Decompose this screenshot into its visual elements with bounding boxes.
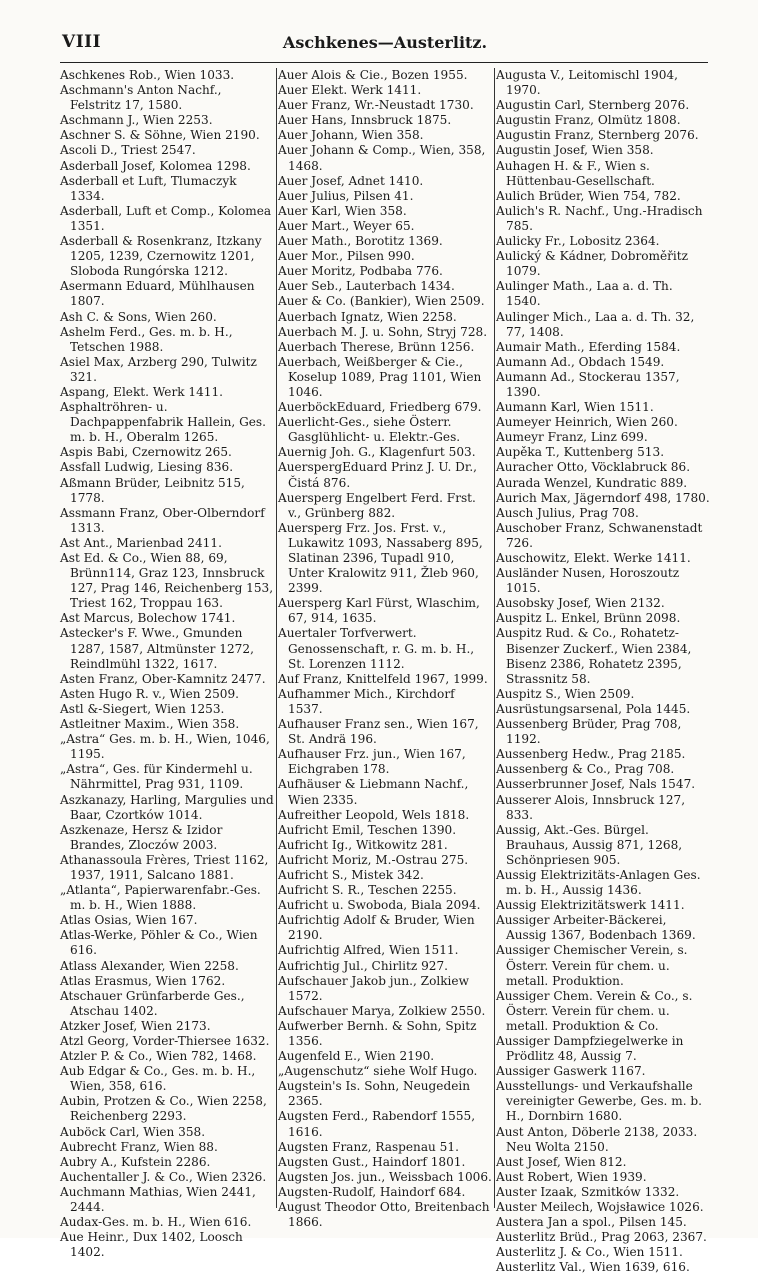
directory-entry: Aszkanazy, Harling, Margulies und Baar, Czortków 1014. [60, 792, 274, 822]
directory-entry: Aussenberg Hedw., Prag 2185. [496, 747, 686, 762]
directory-entry: Augustin Carl, Sternberg 2076. [496, 98, 690, 113]
directory-entry: „Astra“ Ges. m. b. H., Wien, 1046, 1195. [60, 732, 270, 762]
directory-entry: Aumair Math., Eferding 1584. [496, 339, 681, 354]
directory-entry: Austera Jan a spol., Pilsen 145. [496, 1215, 687, 1230]
directory-entry: Auer Josef, Adnet 1410. [278, 173, 424, 188]
directory-entry: Astl &-Siegert, Wien 1253. [60, 701, 225, 716]
directory-entry: „Atlanta“, Papierwarenfabr.-Ges. m. b. H., Wien 1888. [60, 883, 261, 913]
directory-entry: Auertaler Torfverwert. Genossenschaft, r. G. m. b. H., St. Lorenzen 1112. [278, 626, 475, 671]
column-1 [60, 68, 274, 1260]
directory-entry: Aussenberg Brüder, Prag 708, 1192. [496, 717, 682, 747]
directory-entry: Aussiger Gaswerk 1167. [496, 1064, 646, 1079]
directory-entry: Atzl Georg, Vorder-Thiersee 1632. [60, 1034, 270, 1048]
directory-entry: Auspitz Rud. & Co., Rohatetz-Bisenzer Zuckerf., Wien 2384, Bisenz 2386, Rohatetz 2395, Strassnitz 58. [496, 626, 692, 686]
directory-entry: Augustin Josef, Wien 358. [496, 143, 654, 158]
directory-entry: Aurich Max, Jägerndorf 498, 1780. [496, 490, 710, 505]
directory-entry: Asiel Max, Arzberg 290, Tulwitz 321. [60, 354, 257, 384]
directory-entry: Auchentaller J. & Co., Wien 2326. [60, 1169, 267, 1184]
directory-entry: Astleitner Maxim., Wien 358. [60, 717, 240, 732]
directory-entry: Augsten Ferd., Rabendorf 1555, 1616. [278, 1109, 476, 1139]
directory-entry: Augustin Franz, Sternberg 2076. [496, 128, 699, 143]
directory-entry: Aufricht Moriz, M.-Ostrau 275. [278, 852, 469, 867]
directory-entry: Auer Johann, Wien 358. [278, 128, 424, 143]
directory-entry: Aulich Brüder, Wien 754, 782. [496, 188, 681, 203]
directory-entry: Asten Franz, Ober-Kamnitz 2477. [60, 671, 266, 686]
directory-entry: Ast Ed. & Co., Wien 88, 69, Brünn114, Graz 123, Innsbruck 127, Prag 146, Reichenberg 153, Triest 162, Troppau 163. [60, 551, 274, 611]
directory-entry: Asten Hugo R. v., Wien 2509. [60, 686, 240, 701]
directory-entry: Aufschauer Marya, Zolkiew 2550. [278, 1003, 486, 1018]
directory-entry: Aufrichtig Adolf & Bruder, Wien 2190. [278, 913, 475, 943]
directory-entry: Aufhammer Mich., Kirchdorf 1537. [278, 686, 455, 716]
directory-entry: Augsten-Rudolf, Haindorf 684. [278, 1184, 466, 1199]
directory-entry: Augusta V., Leitomischl 1904, 1970. [496, 68, 678, 98]
directory-entry: Auersperg Engelbert Ferd. Frst. v., Grünberg 882. [278, 490, 476, 520]
directory-entry: Aussiger Arbeiter-Bäckerei, Aussig 1367, Bodenbach 1369. [496, 913, 696, 943]
directory-entry: Ascoli D., Triest 2547. [60, 143, 196, 158]
directory-entry: Augsten Franz, Raspenau 51. [278, 1139, 459, 1154]
directory-entry: Athanassoula Frères, Triest 1162, 1937, 1911, Salcano 1881. [60, 852, 269, 882]
directory-entry: Auer Franz, Wr.-Neustadt 1730. [278, 98, 474, 113]
directory-entry: Auerbach Therese, Brünn 1256. [278, 339, 475, 354]
directory-entry: Aulický & Kádner, Dobroměřitz 1079. [496, 249, 689, 279]
directory-entry: Aussig Elektrizitätswerk 1411. [496, 898, 685, 913]
directory-entry: Aschkenes Rob., Wien 1033. [60, 68, 235, 82]
directory-entry: Aufricht Ig., Witkowitz 281. [278, 837, 448, 852]
directory-entry: Auspitz S., Wien 2509. [496, 686, 635, 701]
directory-entry: „Astra“, Ges. für Kindermehl u. Nährmittel, Prag 931, 1109. [60, 762, 253, 792]
directory-entry: Aubrecht Franz, Wien 88. [60, 1139, 218, 1154]
running-title: Aschkenes—Austerlitz. [282, 33, 488, 52]
directory-entry: Assfall Ludwig, Liesing 836. [60, 460, 234, 475]
directory-entry: Aufricht u. Swoboda, Biala 2094. [278, 898, 481, 913]
directory-entry: Auerbach, Weißberger & Cie., Koselup 1089, Prag 1101, Wien 1046. [278, 354, 482, 399]
directory-entry: Atlas Osias, Wien 167. [60, 913, 198, 928]
directory-entry: Auernig Joh. G., Klagenfurt 503. [278, 445, 476, 460]
directory-entry: Auerlicht-Ges., siehe Österr. Gasglühlicht- u. Elektr.-Ges. [278, 415, 461, 445]
directory-entry: Asderball & Rosenkranz, Itzkany 1205, 1239, Czernowitz 1201, Sloboda Rungórska 1212. [60, 234, 262, 279]
directory-entry: Aufreither Leopold, Wels 1818. [278, 807, 470, 822]
directory-entry: Asermann Eduard, Mühlhausen 1807. [60, 279, 255, 309]
directory-entry: Aufricht S., Mistek 342. [278, 867, 424, 882]
directory-entry: Aufhauser Franz sen., Wien 167, St. Andrä 196. [278, 717, 479, 747]
directory-entry: Austerlitz Val., Wien 1639, 616. [496, 1260, 690, 1275]
directory-entry: Auhagen H. & F., Wien s. Hüttenbau-Gesellschaft. [496, 158, 655, 188]
directory-entry: Aulinger Math., Laa a. d. Th. 1540. [496, 279, 673, 309]
directory-entry: Auerbach Ignatz, Wien 2258. [278, 309, 457, 324]
directory-entry: Auer Mart., Weyer 65. [278, 218, 415, 233]
header-rule [60, 62, 708, 63]
directory-entry: AuerböckEduard, Friedberg 679. [278, 400, 482, 415]
directory-entry: Auer Johann & Comp., Wien, 358, 1468. [278, 143, 486, 173]
directory-entry: Aubin, Protzen & Co., Wien 2258, Reichenberg 2293. [60, 1094, 267, 1124]
directory-entry: Auer Moritz, Podbaba 776. [278, 264, 443, 279]
directory-entry: Aust Robert, Wien 1939. [496, 1169, 647, 1184]
directory-entry: Aufhauser Frz. jun., Wien 167, Eichgraben 178. [278, 747, 466, 777]
directory-entry: Auersperg Frz. Jos. Frst. v., Lukawitz 1093, Nassaberg 895, Slatinan 2396, Tupadl 910, Unter Kralowitz 911, Žleb 960, 2399. [278, 520, 483, 596]
page-header [62, 32, 708, 60]
directory-entry: Assmann Franz, Ober-Olberndorf 1313. [60, 505, 265, 535]
directory-entry: Aussiger Chemischer Verein, s. Österr. Verein für chem. u. metall. Produktion. [496, 943, 688, 988]
directory-entry: Aufrichtig Jul., Chirlitz 927. [278, 958, 448, 973]
directory-entry: Aurada Wenzel, Kundratic 889. [496, 475, 688, 490]
directory-entry: Atzker Josef, Wien 2173. [60, 1018, 211, 1033]
directory-entry: Aufschauer Jakob jun., Zolkiew 1572. [278, 973, 469, 1003]
directory-entry: Aupěka T., Kuttenberg 513. [496, 445, 665, 460]
directory-entry: Aufricht S. R., Teschen 2255. [278, 883, 457, 898]
directory-entry: Aulinger Mich., Laa a. d. Th. 32, 77, 1408. [496, 309, 695, 339]
directory-entry: Auer Math., Borotitz 1369. [278, 234, 443, 249]
directory-entry: Atlass Alexander, Wien 2258. [60, 958, 239, 973]
directory-entry: Aussiger Dampfziegelwerke in Prödlitz 48, Aussig 7. [496, 1034, 684, 1064]
directory-entry: Ast Marcus, Bolechow 1741. [60, 611, 236, 626]
column-3 [496, 68, 710, 1275]
directory-entry: Aulicky Fr., Lobositz 2364. [496, 234, 660, 249]
directory-entry: Aschmann J., Wien 2253. [60, 113, 213, 128]
directory-entry: Aussig Elektrizitäts-Anlagen Ges. m. b. H., Aussig 1436. [496, 867, 701, 898]
directory-entry: Auböck Carl, Wien 358. [60, 1124, 206, 1139]
directory-entry: Auer Karl, Wien 358. [278, 203, 407, 218]
directory-entry: Asderball Josef, Kolomea 1298. [60, 158, 251, 173]
directory-entry: Ast Ant., Marienbad 2411. [60, 535, 222, 550]
directory-entry: Ausserbrunner Josef, Nals 1547. [496, 777, 696, 792]
directory-entry: Ausobsky Josef, Wien 2132. [496, 596, 665, 611]
directory-entry: Ausserer Alois, Innsbruck 127, 833. [496, 792, 686, 822]
directory-entry: Ash C. & Sons, Wien 260. [60, 309, 217, 324]
directory-entry: Auer Elekt. Werk 1411. [278, 83, 422, 98]
directory-entry: Aulich's R. Nachf., Ung.-Hradisch 785. [496, 203, 703, 233]
directory-entry: Auer Mor., Pilsen 990. [278, 249, 415, 264]
directory-entry: Aussig, Akt.-Ges. Bürgel. Brauhaus, Aussig 871, 1268, Schönpriesen 905. [496, 822, 683, 867]
directory-entry: Atschauer Grünfarberde Ges., Atschau 1402. [60, 988, 245, 1018]
directory-entry: Austerlitz J. & Co., Wien 1511. [496, 1245, 683, 1260]
directory-entry: Aschmann's Anton Nachf., Felstritz 17, 1580. [60, 83, 222, 113]
directory-entry: Aumann Karl, Wien 1511. [496, 400, 654, 415]
directory-entry: Aufhäuser & Liebmann Nachf., Wien 2335. [278, 777, 469, 807]
directory-entry: Aufwerber Bernh. & Sohn, Spitz 1356. [278, 1018, 477, 1048]
directory-entry: Asderball, Luft et Comp., Kolomea 1351. [60, 203, 272, 233]
directory-entry: Ausstellungs- und Verkaufshalle vereinigter Gewerbe, Ges. m. b. H., Dornbirn 1680. [496, 1079, 702, 1124]
directory-entry: Aumeyer Heinrich, Wien 260. [496, 415, 678, 430]
directory-entry: Aussiger Chem. Verein & Co., s. Österr. Verein für chem. u. metall. Produktion & Co. [496, 988, 693, 1033]
directory-entry: Auster Meilech, Wojsławice 1026. [496, 1200, 704, 1215]
directory-entry: Auerbach M. J. u. Sohn, Stryj 728. [278, 324, 488, 339]
directory-entry: Auschober Franz, Schwanenstadt 726. [496, 520, 703, 550]
directory-entry: Aszkenaze, Hersz & Izidor Brandes, Zloczów 2003. [60, 822, 223, 852]
directory-entry: Atlas-Werke, Pöhler & Co., Wien 616. [60, 928, 258, 958]
directory-entry: Auschowitz, Elekt. Werke 1411. [496, 551, 691, 565]
directory-entry: Auchmann Mathias, Wien 2441, 2444. [60, 1184, 256, 1215]
directory-entry: Aßmann Brüder, Leibnitz 515, 1778. [60, 475, 245, 505]
directory-entry: Aumann Ad., Stockerau 1357, 1390. [496, 369, 680, 399]
directory-entry: Aue Heinr., Dux 1402, Loosch 1402. [60, 1230, 243, 1260]
directory-entry: Ausländer Nusen, Horoszoutz 1015. [496, 566, 680, 596]
directory-entry: Asderball et Luft, Tlumaczyk 1334. [60, 173, 237, 203]
directory-columns [60, 68, 710, 1275]
directory-entry: Auf Franz, Knittelfeld 1967, 1999. [278, 671, 488, 686]
directory-entry: Auer & Co. (Bankier), Wien 2509. [278, 294, 485, 309]
directory-entry: Auspitz L. Enkel, Brünn 2098. [496, 611, 681, 626]
directory-entry: Atzler P. & Co., Wien 782, 1468. [60, 1049, 257, 1064]
directory-entry: AuerspergEduard Prinz J. U. Dr., Čistá 876. [278, 460, 478, 490]
directory-entry: Auer Hans, Innsbruck 1875. [278, 113, 452, 128]
directory-entry: August Theodor Otto, Breitenbach 1866. [278, 1200, 490, 1230]
directory-entry: Auer Seb., Lauterbach 1434. [278, 279, 455, 294]
directory-entry: Ausrüstungsarsenal, Pola 1445. [496, 701, 691, 716]
directory-entry: Augustin Franz, Olmütz 1808. [496, 113, 681, 128]
directory-entry: Augsten Jos. jun., Weissbach 1006. [278, 1169, 492, 1184]
directory-entry: Augenfeld E., Wien 2190. [278, 1049, 435, 1064]
directory-entry: Aspis Babi, Czernowitz 265. [60, 445, 232, 460]
directory-entry: Auer Alois & Cie., Bozen 1955. [278, 68, 468, 82]
directory-entry: Aubry A., Kufstein 2286. [60, 1154, 211, 1169]
directory-entry: „Augenschutz“ siehe Wolf Hugo. [278, 1064, 478, 1079]
directory-entry: Asphaltröhren- u. Dachpappenfabrik Hallein, Ges. m. b. H., Oberalm 1265. [60, 400, 266, 445]
directory-entry: Astecker's F. Wwe., Gmunden 1287, 1587, Altmünster 1272, Reindlmühl 1322, 1617. [60, 626, 254, 671]
directory-entry: Aspang, Elekt. Werk 1411. [60, 384, 224, 399]
directory-entry: Aussenberg & Co., Prag 708. [496, 762, 675, 777]
directory-entry: Ausch Julius, Prag 708. [496, 505, 639, 520]
directory-entry: Austerlitz Brüd., Prag 2063, 2367. [496, 1230, 707, 1245]
directory-entry: Aust Anton, Döberle 2138, 2033. Neu Wolta 2150. [496, 1124, 698, 1154]
directory-entry: Audax-Ges. m. b. H., Wien 616. [60, 1215, 252, 1230]
directory-entry: Auer Julius, Pilsen 41. [278, 188, 414, 203]
directory-entry: Aumeyr Franz, Linz 699. [496, 430, 648, 445]
directory-entry: Augsten Gust., Haindorf 1801. [278, 1154, 466, 1169]
directory-entry: Aufrichtig Alfred, Wien 1511. [278, 943, 459, 958]
column-2 [278, 68, 492, 1230]
directory-entry: Ashelm Ferd., Ges. m. b. H., Tetschen 1988. [60, 324, 233, 354]
page-number: VIII [62, 32, 102, 52]
directory-entry: Auersperg Karl Fürst, Wlaschim, 67, 914, 1635. [278, 596, 480, 626]
directory-entry: Aumann Ad., Obdach 1549. [496, 354, 665, 369]
directory-entry: Aufricht Emil, Teschen 1390. [278, 822, 457, 837]
directory-entry: Aust Josef, Wien 812. [496, 1154, 627, 1169]
directory-entry: Aschner S. & Söhne, Wien 2190. [60, 128, 260, 143]
directory-entry: Auracher Otto, Vöcklabruck 86. [496, 460, 691, 475]
directory-entry: Atlas Erasmus, Wien 1762. [60, 973, 226, 988]
directory-entry: Auster Izaak, Szmitków 1332. [496, 1184, 680, 1199]
directory-entry: Augstein's Is. Sohn, Neugedein 2365. [278, 1079, 471, 1109]
directory-entry: Aub Edgar & Co., Ges. m. b. H., Wien, 358, 616. [60, 1064, 256, 1094]
